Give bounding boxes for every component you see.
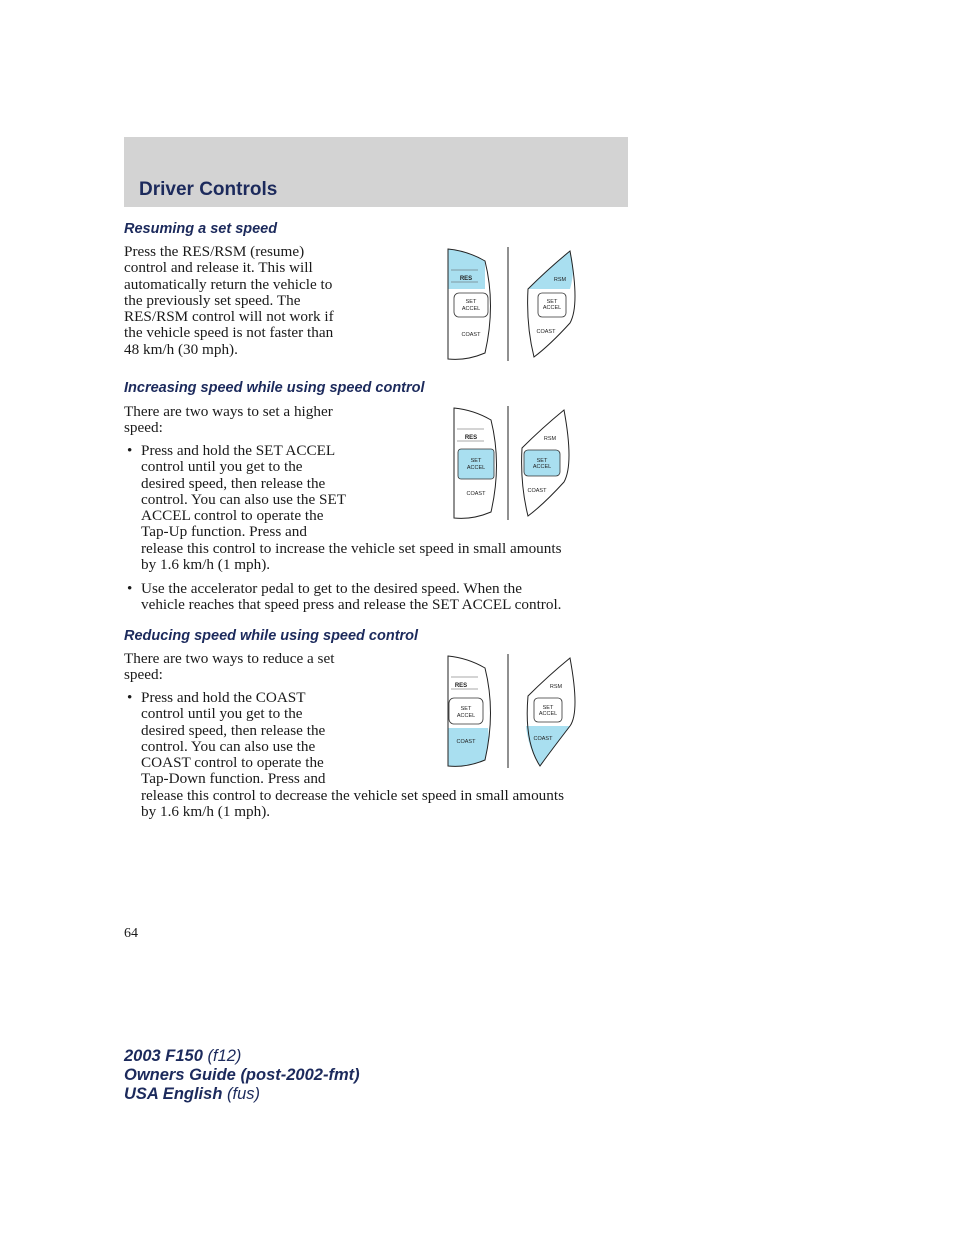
page-title: Driver Controls	[139, 179, 278, 200]
left-coast-label: COAST	[456, 739, 476, 745]
text-line: control. You can also use the	[141, 737, 316, 755]
text-line: control and release it. This will	[124, 259, 313, 277]
text-line: Press and hold the SET ACCEL	[141, 442, 336, 459]
right-accel-label: ACCEL	[532, 464, 552, 470]
text-line: the vehicle speed is not faster than	[124, 324, 334, 342]
increase-bullet-2	[124, 581, 628, 615]
text-line: Press and hold the COAST	[141, 689, 306, 706]
text-line: control until you get to the	[141, 705, 303, 723]
text-line: speed:	[124, 419, 163, 437]
text-line: control. You can also use the SET	[141, 490, 347, 508]
left-accel-label: ACCEL	[466, 465, 486, 471]
left-set-label: SET	[465, 299, 477, 305]
text-line: Tap-Down function. Press and	[141, 770, 326, 788]
left-coast-label: COAST	[466, 491, 486, 497]
footer-line-2: Owners Guide (post-2002-fmt)	[124, 1066, 360, 1084]
text-line: release this control to decrease the vehicle set speed in small amounts	[141, 786, 564, 804]
right-rsm-label: RSM	[549, 684, 563, 690]
bullet-marker: •	[127, 689, 133, 706]
left-res-label: RES	[459, 276, 473, 282]
resume-paragraph	[124, 244, 374, 358]
footer-line-3: USA English (fus)	[124, 1085, 260, 1103]
text-line: COAST control to operate the	[141, 754, 324, 772]
text-line: the previously set speed. The	[124, 291, 301, 309]
left-set-label: SET	[470, 458, 482, 464]
text-line: There are two ways to reduce a set	[124, 650, 335, 667]
right-accel-label: ACCEL	[542, 305, 562, 311]
right-set-label: SET	[542, 705, 554, 711]
figure-resume-controls	[444, 245, 576, 363]
text-line: release this control to increase the vehicle set speed in small amounts	[141, 539, 562, 557]
right-coast-zone	[526, 726, 570, 766]
right-coast-label: COAST	[536, 329, 556, 335]
left-res-zone	[448, 249, 485, 289]
left-coast-label: COAST	[461, 332, 481, 338]
text-line: Tap-Up function. Press and	[141, 523, 307, 541]
document-footer	[124, 1047, 360, 1104]
right-accel-label: ACCEL	[538, 711, 558, 717]
left-set-label: SET	[460, 706, 472, 712]
text-line: RES/RSM control will not work if	[124, 308, 334, 326]
left-res-label: RES	[454, 683, 468, 689]
footer-line-1: 2003 F150 (f12)	[124, 1047, 242, 1065]
right-set-label: SET	[536, 458, 548, 464]
section-heading-resume: Resuming a set speed	[124, 221, 278, 237]
text-line: by 1.6 km/h (1 mph).	[141, 803, 271, 821]
figure-reduce-controls	[444, 652, 576, 770]
section-heading-increase: Increasing speed while using speed control	[124, 380, 425, 396]
bullet-marker: •	[127, 580, 133, 597]
reduce-intro	[124, 651, 374, 684]
left-set-zone	[458, 449, 494, 479]
bullet-marker: •	[127, 442, 133, 459]
text-line: There are two ways to set a higher	[124, 403, 333, 420]
header-band	[124, 137, 628, 207]
left-accel-label: ACCEL	[456, 713, 476, 719]
text-line: speed:	[124, 666, 163, 684]
right-coast-label: COAST	[527, 488, 547, 494]
text-line: 48 km/h (30 mph).	[124, 340, 238, 358]
text-line: vehicle reaches that speed press and release the SET ACCEL control.	[141, 596, 562, 614]
left-accel-label: ACCEL	[461, 306, 481, 312]
increase-intro	[124, 404, 374, 437]
text-line: Use the accelerator pedal to get to the desired speed. When the	[141, 580, 522, 597]
right-coast-label: COAST	[533, 736, 553, 742]
text-line: control until you get to the	[141, 458, 303, 476]
right-rsm-label: RSM	[553, 277, 567, 283]
right-rsm-label: RSM	[543, 436, 557, 442]
text-line: Press the RES/RSM (resume)	[124, 243, 305, 260]
section-heading-reduce: Reducing speed while using speed control	[124, 628, 419, 644]
page-number: 64	[124, 926, 138, 941]
text-line: by 1.6 km/h (1 mph).	[141, 556, 271, 574]
text-line: ACCEL control to operate the	[141, 507, 324, 525]
text-line: desired speed, then release the	[141, 474, 326, 492]
right-rsm-zone	[528, 251, 573, 289]
left-res-label: RES	[464, 435, 478, 441]
figure-increase-controls	[444, 404, 576, 522]
text-line: desired speed, then release the	[141, 721, 326, 739]
right-set-label: SET	[546, 299, 558, 305]
text-line: automatically return the vehicle to	[124, 275, 333, 293]
